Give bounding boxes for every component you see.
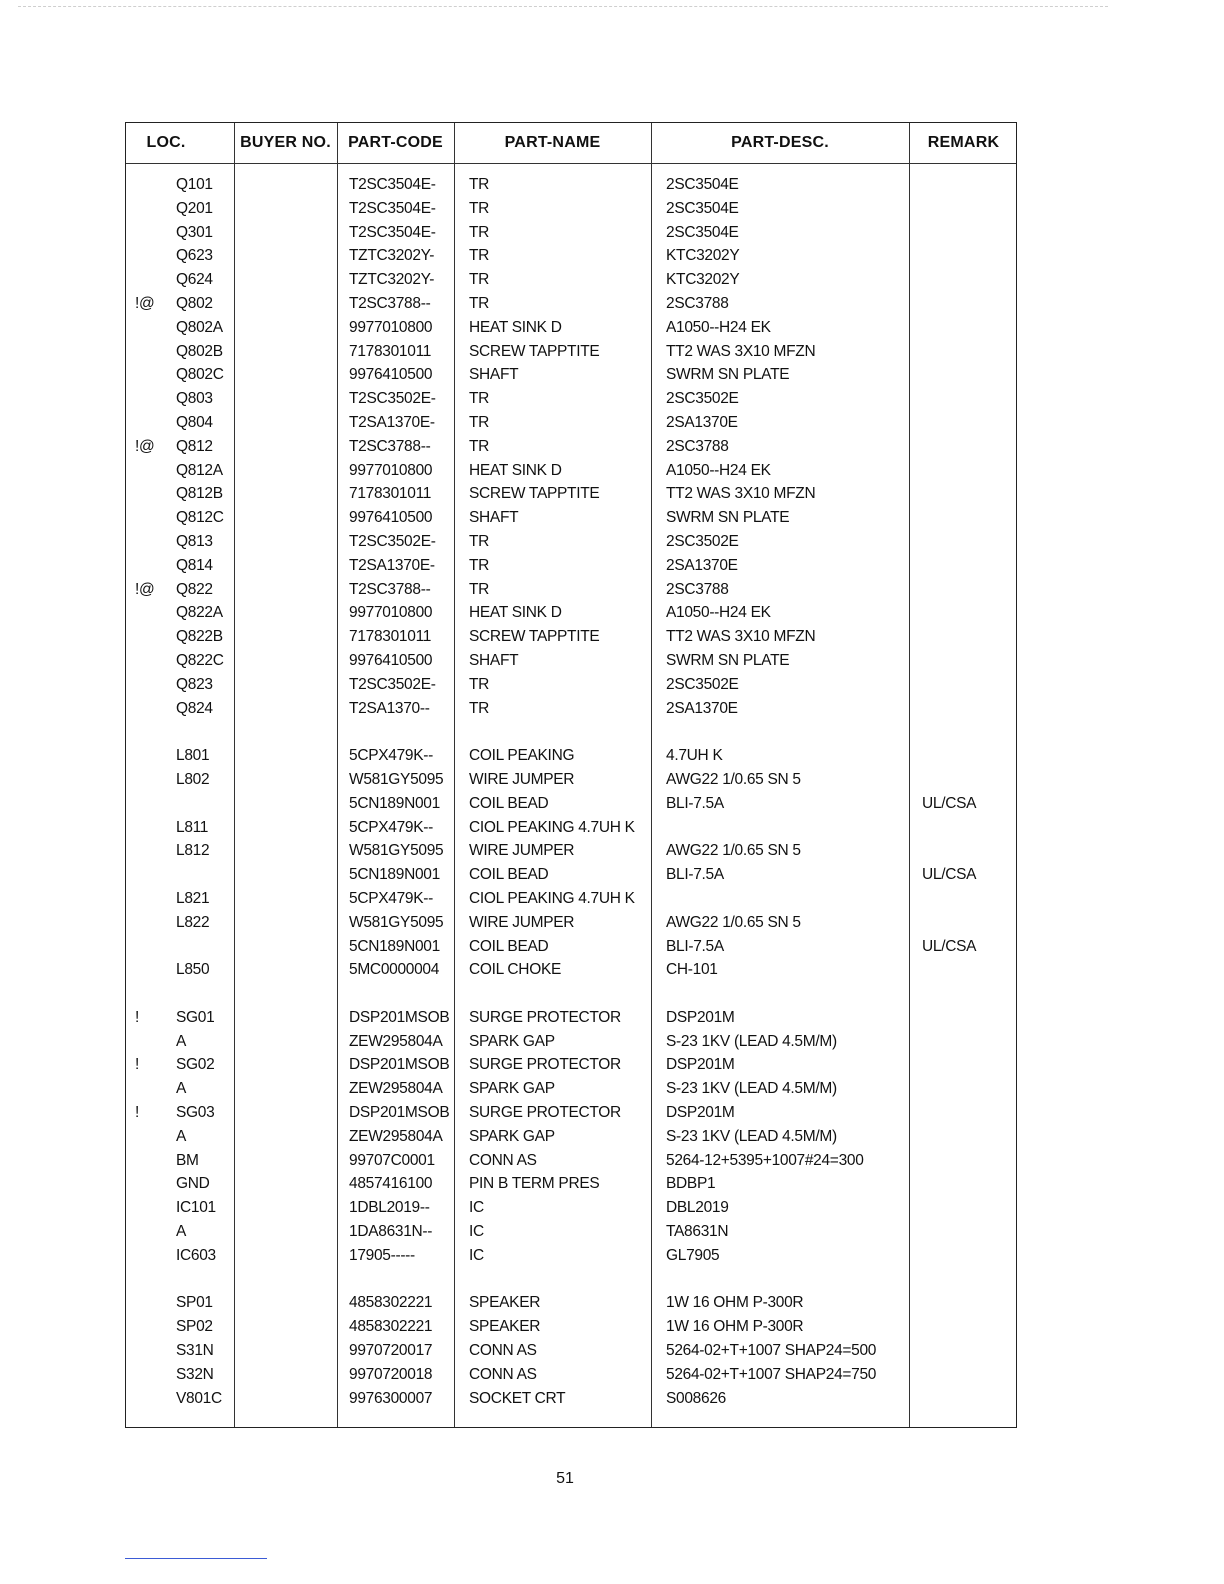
table-row <box>126 316 1016 340</box>
row-part-code: 17905----- <box>349 1246 415 1264</box>
row-part-desc: 2SC3502E <box>666 390 739 408</box>
table-row <box>126 1030 1016 1054</box>
row-loc: Q822A <box>176 604 223 622</box>
row-part-desc: 4.7UH K <box>666 747 723 765</box>
row-part-name: SURGE PROTECTOR <box>469 1008 621 1026</box>
table-row <box>126 1339 1016 1363</box>
row-part-name: COIL BEAD <box>469 866 549 884</box>
table-row <box>126 244 1016 268</box>
row-part-code: W581GY5095 <box>349 770 444 788</box>
table-row <box>126 506 1016 530</box>
row-part-code: TZTC3202Y- <box>349 247 435 265</box>
row-part-desc: AWG22 1/0.65 SN 5 <box>666 913 801 931</box>
row-part-desc: BLI-7.5A <box>666 937 724 955</box>
row-part-name: SPARK GAP <box>469 1032 555 1050</box>
row-part-code: T2SC3502E- <box>349 532 436 550</box>
row-part-name: CONN AS <box>469 1365 537 1383</box>
row-loc: BM <box>176 1151 199 1169</box>
row-part-code: T2SC3504E- <box>349 223 436 241</box>
row-part-name: SHAFT <box>469 366 519 384</box>
row-part-desc: 5264-12+5395+1007#24=300 <box>666 1151 864 1169</box>
row-loc: L822 <box>176 913 210 931</box>
table-row <box>126 958 1016 982</box>
row-part-desc: DSP201M <box>666 1104 735 1122</box>
table-row <box>126 1196 1016 1220</box>
row-part-desc: S-23 1KV (LEAD 4.5M/M) <box>666 1032 837 1050</box>
row-part-name: TR <box>469 294 490 312</box>
table-row <box>126 578 1016 602</box>
row-loc: S31N <box>176 1342 214 1360</box>
row-part-desc: SWRM SN PLATE <box>666 366 790 384</box>
row-part-name: TR <box>469 532 490 550</box>
table-row <box>126 1125 1016 1149</box>
row-loc: GND <box>176 1175 210 1193</box>
table-spacer <box>126 982 1016 1006</box>
row-part-code: 4857416100 <box>349 1175 433 1193</box>
table-row <box>126 1244 1016 1268</box>
row-loc: Q823 <box>176 675 213 693</box>
row-part-code: 9976410500 <box>349 651 433 669</box>
row-loc: Q812A <box>176 461 223 479</box>
row-loc: IC603 <box>176 1246 216 1264</box>
row-mark: ! <box>135 1056 140 1074</box>
table-row <box>126 1387 1016 1411</box>
row-loc: Q301 <box>176 223 213 241</box>
row-remark: UL/CSA <box>922 794 977 812</box>
row-loc: Q813 <box>176 532 213 550</box>
row-part-name: TR <box>469 699 490 717</box>
row-part-name: COIL BEAD <box>469 794 549 812</box>
row-part-desc: KTC3202Y <box>666 247 740 265</box>
table-row <box>126 1006 1016 1030</box>
row-part-name: HEAT SINK D <box>469 604 562 622</box>
row-part-code: 5CN189N001 <box>349 937 440 955</box>
row-loc: SG03 <box>176 1104 215 1122</box>
table-row <box>126 673 1016 697</box>
row-part-code: 4858302221 <box>349 1294 433 1312</box>
table-row <box>126 697 1016 721</box>
table-row <box>126 1149 1016 1173</box>
row-part-desc: A1050--H24 EK <box>666 318 771 336</box>
page-number: 51 <box>556 1470 574 1487</box>
row-part-desc: 2SC3504E <box>666 223 739 241</box>
header-part-name: PART-NAME <box>504 134 601 151</box>
row-part-desc: S-23 1KV (LEAD 4.5M/M) <box>666 1127 837 1145</box>
row-part-code: W581GY5095 <box>349 913 444 931</box>
row-part-desc: GL7905 <box>666 1246 720 1264</box>
row-part-desc: BLI-7.5A <box>666 866 724 884</box>
table-row <box>126 554 1016 578</box>
row-part-desc: AWG22 1/0.65 SN 5 <box>666 842 801 860</box>
row-part-desc: AWG22 1/0.65 SN 5 <box>666 770 801 788</box>
row-part-code: 5MC0000004 <box>349 961 440 979</box>
header-buyer-no: BUYER NO. <box>240 134 331 151</box>
row-loc: L821 <box>176 889 210 907</box>
row-part-code: 1DBL2019-- <box>349 1199 430 1217</box>
row-part-desc: 2SC3788 <box>666 580 729 598</box>
table-row <box>126 530 1016 554</box>
row-part-code: 5CPX479K-- <box>349 747 434 765</box>
table-row <box>126 887 1016 911</box>
parts-table <box>125 122 1017 1428</box>
row-loc: A <box>176 1127 187 1145</box>
row-part-desc: CH-101 <box>666 961 718 979</box>
row-part-desc: 5264-02+T+1007 SHAP24=500 <box>666 1342 877 1360</box>
row-part-desc: 2SA1370E <box>666 699 738 717</box>
row-part-name: TR <box>469 413 490 431</box>
table-row <box>126 1101 1016 1125</box>
row-part-name: CONN AS <box>469 1151 537 1169</box>
row-part-code: W581GY5095 <box>349 842 444 860</box>
row-part-name: IC <box>469 1246 484 1264</box>
row-loc: SP02 <box>176 1318 213 1336</box>
row-part-name: HEAT SINK D <box>469 461 562 479</box>
row-part-name: IC <box>469 1223 484 1241</box>
row-part-name: SOCKET CRT <box>469 1389 566 1407</box>
row-remark: UL/CSA <box>922 866 977 884</box>
row-loc: Q802C <box>176 366 224 384</box>
table-row <box>126 744 1016 768</box>
row-part-desc: A1050--H24 EK <box>666 604 771 622</box>
row-part-desc: 2SC3504E <box>666 199 739 217</box>
row-part-desc: TT2 WAS 3X10 MFZN <box>666 485 816 503</box>
row-loc: Q101 <box>176 176 213 193</box>
header-part-code: PART-CODE <box>348 134 443 151</box>
row-part-code: T2SC3502E- <box>349 675 436 693</box>
table-row <box>126 340 1016 364</box>
row-part-name: SCREW TAPPTITE <box>469 342 600 360</box>
row-part-name: TR <box>469 556 490 574</box>
row-part-code: 9976410500 <box>349 366 433 384</box>
row-part-name: SPEAKER <box>469 1318 541 1336</box>
row-part-code: T2SA1370-- <box>349 699 430 717</box>
row-loc: SG02 <box>176 1056 215 1074</box>
row-mark: !@ <box>135 437 155 455</box>
row-part-code: 7178301011 <box>349 485 432 503</box>
table-row <box>126 1172 1016 1196</box>
row-part-code: 7178301011 <box>349 342 432 360</box>
table-row <box>126 1053 1016 1077</box>
row-part-desc: 2SC3502E <box>666 532 739 550</box>
table-row <box>126 221 1016 245</box>
table-row <box>126 363 1016 387</box>
row-part-name: PIN B TERM PRES <box>469 1175 600 1193</box>
row-part-name: CONN AS <box>469 1342 537 1360</box>
row-part-name: TR <box>469 437 490 455</box>
row-part-desc: TT2 WAS 3X10 MFZN <box>666 628 816 646</box>
row-part-desc: BLI-7.5A <box>666 794 724 812</box>
table-row <box>126 292 1016 316</box>
row-loc: L812 <box>176 842 210 860</box>
row-part-name: WIRE JUMPER <box>469 913 575 931</box>
row-part-desc: KTC3202Y <box>666 271 740 289</box>
table-row <box>126 459 1016 483</box>
row-part-name: COIL PEAKING <box>469 747 575 765</box>
row-part-desc: 1W 16 OHM P-300R <box>666 1318 804 1336</box>
row-part-desc: TT2 WAS 3X10 MFZN <box>666 342 816 360</box>
row-part-code: T2SC3788-- <box>349 437 431 455</box>
row-loc: L811 <box>176 818 209 836</box>
row-part-name: SHAFT <box>469 651 519 669</box>
row-part-desc: 2SC3788 <box>666 437 729 455</box>
row-loc: Q804 <box>176 413 213 431</box>
row-part-code: 9970720018 <box>349 1365 433 1383</box>
row-loc: Q822C <box>176 651 224 669</box>
header-loc: LOC. <box>146 134 186 151</box>
row-part-code: 9976300007 <box>349 1389 433 1407</box>
row-part-code: 5CN189N001 <box>349 794 440 812</box>
row-loc: IC101 <box>176 1199 216 1217</box>
table-row <box>126 792 1016 816</box>
row-part-code: 9977010800 <box>349 461 433 479</box>
row-loc: Q201 <box>176 199 213 217</box>
row-part-code: T2SA1370E- <box>349 556 435 574</box>
row-loc: Q814 <box>176 556 213 574</box>
table-row <box>126 601 1016 625</box>
row-part-code: T2SC3504E- <box>349 199 436 217</box>
row-loc: A <box>176 1223 187 1241</box>
row-part-name: WIRE JUMPER <box>469 842 575 860</box>
row-loc: Q822 <box>176 580 213 598</box>
row-loc: S32N <box>176 1365 214 1383</box>
row-part-desc: 2SC3788 <box>666 294 729 312</box>
row-part-name: SURGE PROTECTOR <box>469 1056 621 1074</box>
row-part-code: 5CPX479K-- <box>349 818 434 836</box>
row-loc: Q812B <box>176 485 223 503</box>
row-part-name: SPARK GAP <box>469 1080 555 1098</box>
row-part-name: TR <box>469 390 490 408</box>
table-row <box>126 435 1016 459</box>
row-loc: Q623 <box>176 247 213 265</box>
row-part-name: TR <box>469 223 490 241</box>
row-loc: Q812 <box>176 437 213 455</box>
table-row <box>126 911 1016 935</box>
row-part-desc: DSP201M <box>666 1008 735 1026</box>
row-part-name: CIOL PEAKING 4.7UH K <box>469 889 635 907</box>
row-remark: UL/CSA <box>922 937 977 955</box>
table-row <box>126 197 1016 221</box>
table-row <box>126 935 1016 959</box>
scan-artifact-line <box>18 6 1108 7</box>
row-part-code: 5CN189N001 <box>349 866 440 884</box>
table-row <box>126 268 1016 292</box>
row-part-name: TR <box>469 580 490 598</box>
row-part-desc: 2SA1370E <box>666 413 738 431</box>
row-loc: A <box>176 1080 187 1098</box>
row-part-desc: S-23 1KV (LEAD 4.5M/M) <box>666 1080 837 1098</box>
table-row <box>126 411 1016 435</box>
row-loc: A <box>176 1032 187 1050</box>
row-part-name: HEAT SINK D <box>469 318 562 336</box>
row-loc: Q812C <box>176 509 224 527</box>
table-spacer <box>126 720 1016 744</box>
table-row <box>126 1291 1016 1315</box>
row-part-name: COIL CHOKE <box>469 961 562 979</box>
row-mark: !@ <box>135 580 155 598</box>
row-part-code: 5CPX479K-- <box>349 889 434 907</box>
row-part-code: 1DA8631N-- <box>349 1223 433 1241</box>
footer-link-line <box>125 1558 267 1559</box>
row-part-name: IC <box>469 1199 484 1217</box>
table-row <box>126 863 1016 887</box>
row-loc: Q822B <box>176 628 223 646</box>
row-part-name: SPEAKER <box>469 1294 541 1312</box>
table-body <box>126 173 1016 1410</box>
row-loc: Q802B <box>176 342 223 360</box>
row-part-desc: DBL2019 <box>666 1199 729 1217</box>
table-row <box>126 1077 1016 1101</box>
row-part-code: DSP201MSOB <box>349 1056 450 1074</box>
row-part-name: TR <box>469 247 490 265</box>
row-part-name: TR <box>469 199 490 217</box>
row-part-desc: SWRM SN PLATE <box>666 651 790 669</box>
row-part-desc: 5264-02+T+1007 SHAP24=750 <box>666 1365 877 1383</box>
row-part-code: 4858302221 <box>349 1318 433 1336</box>
row-loc: V801C <box>176 1389 222 1407</box>
row-part-desc: SWRM SN PLATE <box>666 509 790 527</box>
row-loc: SG01 <box>176 1008 215 1026</box>
row-loc: L850 <box>176 961 210 979</box>
row-part-code: 9977010800 <box>349 604 433 622</box>
row-part-desc: S008626 <box>666 1389 726 1407</box>
row-part-code: ZEW295804A <box>349 1080 443 1098</box>
row-part-name: TR <box>469 675 490 693</box>
row-part-code: 99707C0001 <box>349 1151 435 1169</box>
row-mark: ! <box>135 1008 140 1026</box>
row-part-name: SCREW TAPPTITE <box>469 485 600 503</box>
row-part-code: 7178301011 <box>349 628 432 646</box>
table-row <box>126 1220 1016 1244</box>
row-part-code: 9977010800 <box>349 318 433 336</box>
row-part-name: SPARK GAP <box>469 1127 555 1145</box>
table-row <box>126 768 1016 792</box>
row-part-name: CIOL PEAKING 4.7UH K <box>469 818 635 836</box>
table-row <box>126 649 1016 673</box>
row-loc: L801 <box>176 747 210 765</box>
row-mark: ! <box>135 1104 140 1122</box>
row-part-name: SHAFT <box>469 509 519 527</box>
row-loc: Q624 <box>176 271 213 289</box>
row-part-name: WIRE JUMPER <box>469 770 575 788</box>
row-part-desc: A1050--H24 EK <box>666 461 771 479</box>
row-part-code: T2SA1370E- <box>349 413 435 431</box>
table-row <box>126 173 1016 197</box>
table-row <box>126 482 1016 506</box>
row-part-code: T2SC3788-- <box>349 580 431 598</box>
table-row <box>126 387 1016 411</box>
row-part-code: T2SC3502E- <box>349 390 436 408</box>
table-row <box>126 1315 1016 1339</box>
table-row <box>126 816 1016 840</box>
row-part-code: ZEW295804A <box>349 1032 443 1050</box>
row-loc: Q824 <box>176 699 213 717</box>
table-row <box>126 1363 1016 1387</box>
table-row <box>126 839 1016 863</box>
row-part-desc: DSP201M <box>666 1056 735 1074</box>
row-part-code: DSP201MSOB <box>349 1104 450 1122</box>
table-spacer <box>126 1268 1016 1292</box>
row-part-name: TR <box>469 271 490 289</box>
row-loc: Q803 <box>176 390 213 408</box>
row-part-name: COIL BEAD <box>469 937 549 955</box>
row-part-code: T2SC3788-- <box>349 294 431 312</box>
row-loc: SP01 <box>176 1294 213 1312</box>
row-part-name: SURGE PROTECTOR <box>469 1104 621 1122</box>
row-part-code: 9970720017 <box>349 1342 433 1360</box>
row-mark: !@ <box>135 294 155 312</box>
row-part-code: TZTC3202Y- <box>349 271 435 289</box>
row-loc: Q802A <box>176 318 223 336</box>
row-part-code: T2SC3504E- <box>349 176 436 193</box>
row-part-desc: 2SA1370E <box>666 556 738 574</box>
row-part-name: SCREW TAPPTITE <box>469 628 600 646</box>
table-row <box>126 625 1016 649</box>
header-part-desc: PART-DESC. <box>731 134 829 151</box>
row-part-desc: TA8631N <box>666 1223 729 1241</box>
row-part-code: 9976410500 <box>349 509 433 527</box>
row-loc: Q802 <box>176 294 213 312</box>
header-divider <box>126 163 1016 164</box>
row-part-code: DSP201MSOB <box>349 1008 450 1026</box>
row-part-name: TR <box>469 176 490 193</box>
row-part-desc: BDBP1 <box>666 1175 716 1193</box>
row-part-code: ZEW295804A <box>349 1127 443 1145</box>
row-part-desc: 2SC3502E <box>666 675 739 693</box>
header-remark: REMARK <box>927 134 1000 151</box>
row-part-desc: 2SC3504E <box>666 176 739 193</box>
row-loc: L802 <box>176 770 210 788</box>
row-part-desc: 1W 16 OHM P-300R <box>666 1294 804 1312</box>
